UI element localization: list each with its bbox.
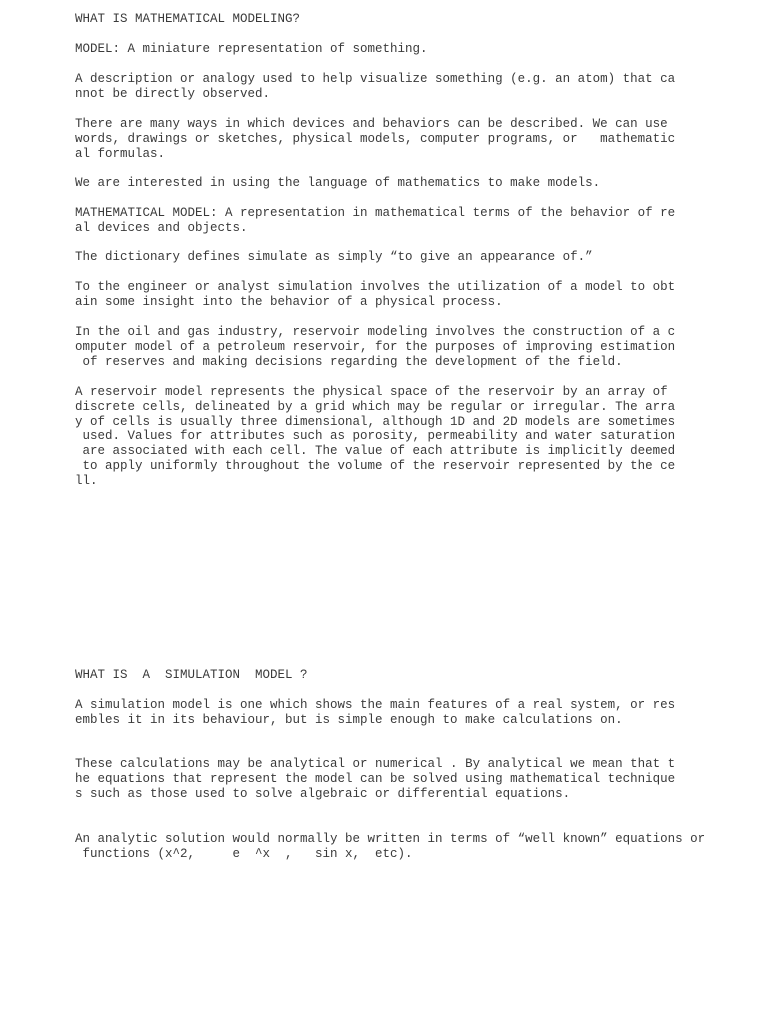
text-line: embles it in its behaviour, but is simple enough to make calculations on. [75,712,623,727]
analytic-solution-paragraph [75,832,705,862]
text-line: In the oil and gas industry, reservoir modeling involves the construction of a c [75,325,676,339]
text-line: words, drawings or sketches, physical models, computer programs, or mathematic [75,131,676,146]
dictionary-paragraph: The dictionary defines simulate as simply “to give an appearance of.” [75,250,593,264]
text-line: of reserves and making decisions regarding the development of the field. [75,354,623,369]
text-line: discrete cells, delineated by a grid which may be regular or irregular. The arra [75,399,676,414]
model-definition: MODEL: A miniature representation of something. [75,42,428,56]
text-line: used. Values for attributes such as porosity, permeability and water saturation [75,429,676,444]
text-line: omputer model of a petroleum reservoir, for the purposes of improving estimation [75,339,676,354]
text-line: y of cells is usually three dimensional, although 1D and 2D models are sometimes [75,414,676,429]
text-line: ll. [75,473,98,488]
text-line: ain some insight into the behavior of a physical process. [75,294,503,309]
text-line: MATHEMATICAL MODEL: A representation in mathematical terms of the behavior of re [75,206,676,220]
text-line: An analytic solution would normally be written in terms of “well known” equations or [75,832,706,846]
text-line: he equations that represent the model can be solved using mathematical technique [75,771,676,786]
engineer-paragraph [75,280,675,310]
calculations-paragraph [75,757,675,801]
text-line: to apply uniformly throughout the volume of the reservoir represented by the ce [75,458,676,473]
reservoir-model-paragraph [75,385,675,489]
interest-paragraph: We are interested in using the language of mathematics to make models. [75,176,601,190]
text-line: s such as those used to solve algebraic or differential equations. [75,786,571,801]
ways-paragraph [75,117,675,161]
text-line: These calculations may be analytical or numerical . By analytical we mean that t [75,757,676,771]
text-line: nnot be directly observed. [75,86,271,101]
text-line: functions (x^2, e ^x , sin x, etc). [75,846,413,861]
text-line: A simulation model is one which shows the main features of a real system, or res [75,698,676,712]
oil-gas-paragraph [75,325,675,369]
text-line: There are many ways in which devices and behaviors can be described. We can use [75,117,668,131]
text-line: al devices and objects. [75,220,248,235]
text-line: A reservoir model represents the physical space of the reservoir by an array of [75,385,668,399]
text-line: To the engineer or analyst simulation involves the utilization of a model to obt [75,280,676,294]
text-line: A description or analogy used to help visualize something (e.g. an atom) that ca [75,72,676,86]
section-heading-mathematical-modeling: WHAT IS MATHEMATICAL MODELING? [75,12,301,26]
simulation-model-definition [75,698,675,728]
description-paragraph [75,72,675,102]
section-heading-simulation-model: WHAT IS A SIMULATION MODEL ? [75,668,308,682]
text-line: are associated with each cell. The value of each attribute is implicitly deemed [75,444,676,459]
text-line: al formulas. [75,146,166,161]
mathematical-model-definition [75,206,675,236]
